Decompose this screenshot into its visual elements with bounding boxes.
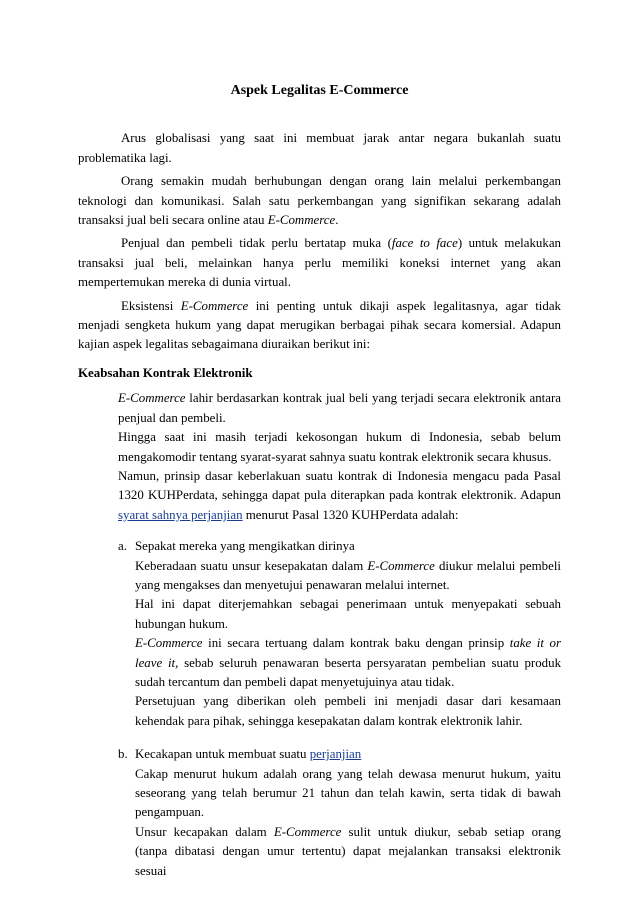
list-item-title	[135, 745, 561, 764]
intro-section	[78, 129, 561, 354]
text-run: .	[335, 213, 339, 228]
text-run: ini penting untuk dikaji aspek legalitasnya, agar tidak menjadi sengketa hukum yang dapat merugikan berbagai pihak secara komersial. Adapun kajian aspek legalitas sebagaimana diuraikan berikut ini:	[78, 298, 561, 352]
section-body	[118, 389, 561, 525]
italic-text: E-Commerce	[180, 298, 249, 313]
italic-text: E-Commerce	[367, 558, 435, 573]
text-run: Hal ini dapat diterjemahkan sebagai penerimaan untuk menyepakati sebuah hubungan hukum.	[135, 597, 561, 631]
text-run: Cakap menurut hukum adalah orang yang telah dewasa menurut hukum, yaitu seseorang yang telah berumur 21 tahun dan telah kawin, serta tidak di bawah pengampuan.	[135, 766, 561, 820]
text-run: Kecakapan untuk membuat suatu	[135, 747, 310, 762]
section-paragraph	[118, 428, 561, 467]
text-run: Orang semakin mudah berhubungan dengan orang lain melalui perkembangan teknologi dan komunikasi. Salah satu perkembangan yang signifikan sekarang adalah transaksi jual beli secara online atau	[78, 174, 561, 228]
text-run: Eksistensi	[121, 298, 181, 313]
section-paragraph	[118, 467, 561, 525]
list-item	[118, 745, 561, 881]
list-item-title	[135, 537, 561, 556]
document-title: Aspek Legalitas E-Commerce	[230, 83, 409, 98]
text-run: Persetujuan yang diberikan oleh pembeli ini menjadi dasar dari kesamaan kehendak para pihak, sehingga kesepakatan dalam kontrak elektronik lahir.	[135, 694, 561, 728]
italic-text: E-Commerce	[135, 636, 203, 651]
text-run: ) untuk melakukan transaksi jual beli, melainkan hanya perlu memiliki koneksi internet yang akan mempertemukan mereka di dunia virtual.	[78, 236, 561, 290]
section-paragraph	[118, 389, 561, 428]
text-run: Hingga saat ini masih terjadi kekosongan hukum di Indonesia, sebab belum mengakomodir tentang syarat-syarat sahnya suatu kontrak elektronik secara khusus.	[118, 430, 561, 464]
italic-text: E-Commerce	[118, 391, 186, 406]
text-run: menurut Pasal 1320 KUHPerdata adalah:	[242, 507, 459, 522]
list-item-paragraph	[135, 595, 561, 634]
intro-paragraph	[78, 234, 561, 292]
text-run: , sebab seluruh penawaran beserta persyaratan pembelian suatu produk sudah tercantum dan pembeli dapat menyetujuinya atau tidak.	[135, 655, 562, 689]
list-item-paragraph	[135, 692, 561, 731]
text-run: Penjual dan pembeli tidak perlu bertatap muka (	[121, 236, 392, 251]
text-run: Sepakat mereka yang mengikatkan dirinya	[135, 539, 355, 554]
list-marker: b.	[118, 747, 128, 762]
intro-paragraph	[78, 297, 561, 355]
hyperlink[interactable]: perjanjian	[309, 747, 362, 762]
italic-text: E-Commerce	[273, 824, 342, 839]
text-run: diukur melalui pembeli yang mengakses dan menyetujui penawaran melalui internet.	[135, 558, 561, 592]
text-run: Namun, prinsip dasar keberlakuan suatu kontrak di Indonesia mengacu pada Pasal 1320 KUHPerdata, sehingga dapat pula diterapkan pada kontrak elektronik. Adapun	[118, 468, 561, 503]
text-run: Keberadaan suatu unsur kesepakatan dalam	[135, 558, 368, 573]
list-item-paragraph	[135, 557, 561, 596]
list-item-paragraph	[135, 765, 561, 823]
italic-text: take it or leave it	[135, 636, 561, 670]
intro-paragraph	[78, 172, 561, 230]
list-item	[118, 537, 561, 731]
hyperlink[interactable]: syarat sahnya perjanjian	[118, 507, 243, 522]
text-run: sulit untuk diukur, sebab setiap orang (tanpa dibatasi dengan umur tertentu) dapat mejalankan transaksi elektronik sesuai	[135, 824, 561, 878]
list-item-paragraph	[135, 634, 561, 692]
intro-paragraph	[78, 129, 561, 168]
section-heading: Keabsahan Kontrak Elektronik	[78, 365, 253, 380]
list-marker: a.	[118, 539, 127, 554]
text-run: Unsur kecapakan dalam	[135, 824, 274, 839]
requirements-list	[118, 537, 561, 881]
italic-text: face to face	[391, 236, 458, 251]
list-item-paragraph	[135, 823, 561, 881]
text-run: ini secara tertuang dalam kontrak baku dengan prinsip	[202, 636, 510, 651]
italic-text: E-Commerce	[267, 213, 336, 228]
text-run: Arus globalisasi yang saat ini membuat jarak antar negara bukanlah suatu problematika lagi.	[78, 131, 561, 165]
text-run: lahir berdasarkan kontrak jual beli yang terjadi secara elektronik antara penjual dan pembeli.	[118, 391, 561, 425]
